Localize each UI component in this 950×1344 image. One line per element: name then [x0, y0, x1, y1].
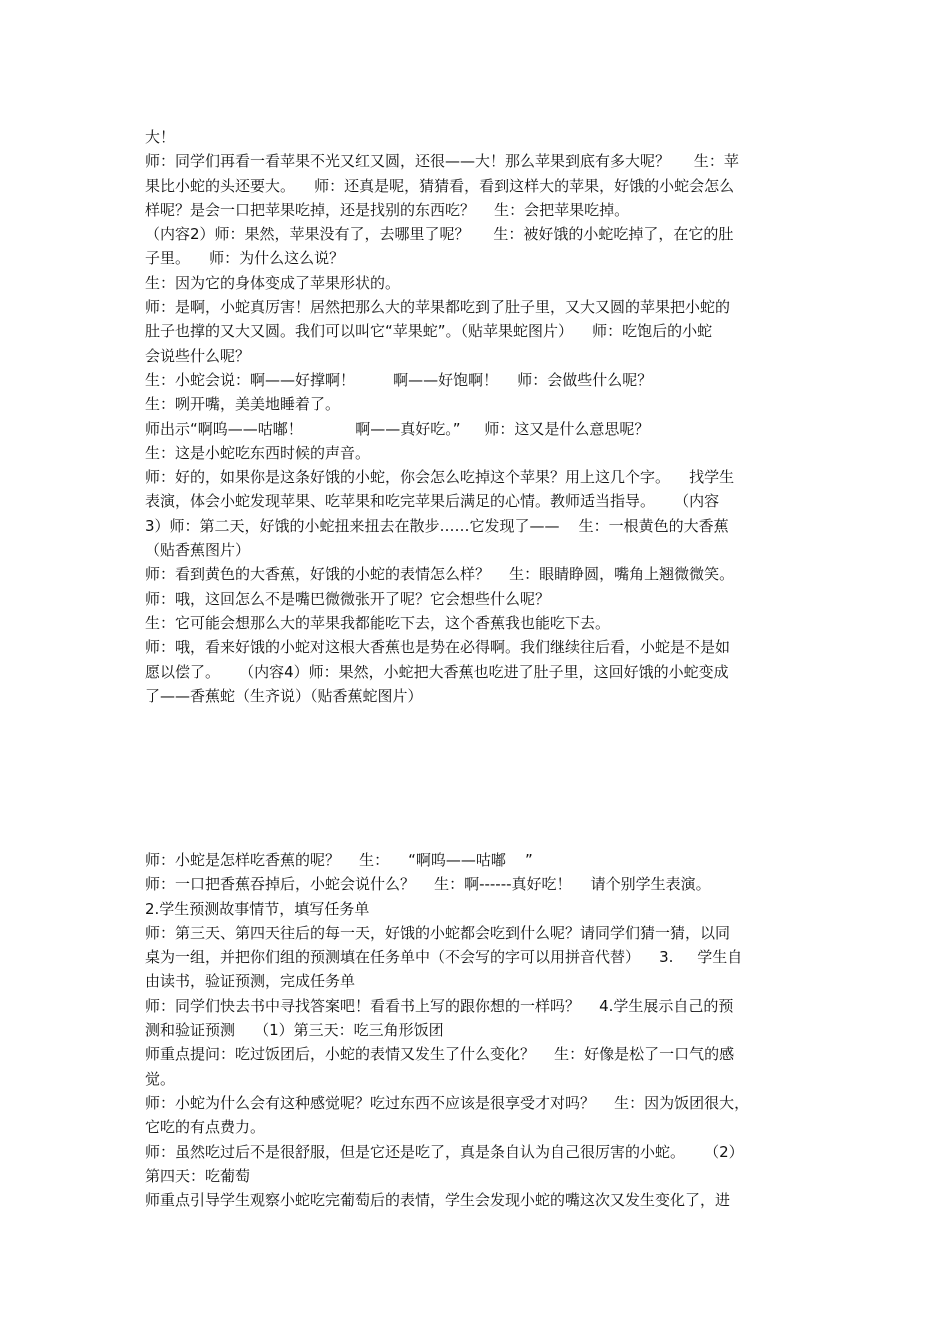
- text-line: 生：咧开嘴，美美地睡着了。: [145, 395, 341, 414]
- text-line: 生：小蛇会说：啊——好撑啊！ 啊——好饱啊！ 师：会做些什么呢？: [145, 370, 653, 389]
- text-line: 生：因为它的身体变成了苹果形状的。: [145, 273, 401, 292]
- text-block-upper: [145, 125, 810, 708]
- text-line: 师：是啊，小蛇真厉害！居然把那么大的苹果都吃到了肚子里，又大又圆的苹果把小蛇的: [145, 298, 731, 317]
- text-line: 3）师：第二天，好饿的小蛇扭来扭去在散步……它发现了—— 生：一根黄色的大香蕉: [145, 516, 729, 535]
- text-line: 生：它可能会想那么大的苹果我都能吃下去，这个香蕉我也能吃下去。: [145, 613, 611, 632]
- text-line: 师：哦，看来好饿的小蛇对这根大香蕉也是势在必得啊。我们继续往后看，小蛇是不是如: [145, 638, 731, 657]
- text-line: 师：虽然吃过后不是很舒服，但是它还是吃了，真是条自认为自己很厉害的小蛇。 （2）: [145, 1142, 744, 1161]
- text-line: 表演，体会小蛇发现苹果、吃苹果和吃完苹果后满足的心情。教师适当指导。 （内容: [145, 492, 720, 511]
- text-line: 由读书，验证预测，完成任务单: [145, 972, 356, 991]
- text-line: 了——香蕉蛇（生齐说）（贴香蕉蛇图片）: [145, 686, 423, 705]
- text-line: 师：看到黄色的大香蕉，好饿的小蛇的表情怎么样？ 生：眼睛睁圆，嘴角上翘微微笑。: [145, 565, 735, 584]
- text-line: 师：第三天、第四天往后的每一天，好饿的小蛇都会吃到什么呢？请同学们猜一猜，以同: [145, 923, 731, 942]
- text-block-lower: [145, 848, 810, 1212]
- text-line: 师：哦，这回怎么不是嘴巴微微张开了呢？它会想些什么呢？: [145, 589, 551, 608]
- text-line: 师：同学们快去书中寻找答案吧！看看书上写的跟你想的一样吗？ 4.学生展示自己的预: [145, 996, 734, 1015]
- text-line: 师：一口把香蕉吞掉后，小蛇会说什么？ 生：啊------真好吃！ 请个别学生表演。: [145, 875, 711, 894]
- text-line: 第四天：吃葡萄: [145, 1166, 251, 1185]
- text-line: 大！: [145, 128, 176, 146]
- text-line: 师重点引导学生观察小蛇吃完葡萄后的表情，学生会发现小蛇的嘴这次又发生变化了，进: [145, 1191, 731, 1210]
- text-line: 它吃的有点费力。: [145, 1118, 266, 1137]
- text-line: 桌为一组，并把你们组的预测填在任务单中（不会写的字可以用拼音代替） 3. 学生自: [145, 948, 743, 967]
- text-line: 子里。 师：为什么这么说？: [145, 249, 345, 268]
- text-line: 果比小蛇的头还要大。 师：还真是呢，猜猜看，看到这样大的苹果，好饿的小蛇会怎么: [145, 176, 735, 195]
- text-line: 肚子也撑的又大又圆。我们可以叫它“苹果蛇”。（贴苹果蛇图片） 师：吃饱后的小蛇: [145, 322, 713, 341]
- text-line: 生：这是小蛇吃东西时候的声音。: [145, 443, 371, 462]
- text-line: 愿以偿了。 （内容4）师：果然，小蛇把大香蕉也吃进了肚子里，这回好饿的小蛇变成: [145, 662, 729, 681]
- text-line: 师重点提问：吃过饭团后，小蛇的表情又发生了什么变化？ 生：好像是松了一口气的感: [145, 1045, 735, 1064]
- text-line: 师：小蛇为什么会有这种感觉呢？吃过东西不应该是很享受才对吗？ 生：因为饭团很大，: [145, 1093, 750, 1112]
- text-line: 觉。: [145, 1069, 176, 1088]
- text-line: （贴香蕉图片）: [145, 541, 251, 560]
- text-line: 师：好的，如果你是这条好饿的小蛇，你会怎么吃掉这个苹果？用上这几个字。 找学生: [145, 468, 735, 487]
- text-line: 师出示“啊呜——咕嘟！ 啊——真好吃。” 师：这又是什么意思呢？: [145, 419, 650, 438]
- text-line: （内容2）师：果然，苹果没有了，去哪里了呢？ 生：被好饿的小蛇吃掉了，在它的肚: [145, 225, 734, 244]
- text-line: 师：小蛇是怎样吃香蕉的呢？ 生： “啊呜——咕嘟 ”: [145, 851, 533, 869]
- text-line: 测和验证预测 （1）第三天：吃三角形饭团: [145, 1021, 444, 1040]
- text-line: 师：同学们再看一看苹果不光又红又圆，还很——大！那么苹果到底有多大呢？ 生：苹: [145, 152, 739, 171]
- text-line: 会说些什么呢？: [145, 346, 251, 365]
- text-line: 2.学生预测故事情节，填写任务单: [145, 899, 370, 918]
- text-line: 样呢？是会一口把苹果吃掉，还是找别的东西吃？ 生：会把苹果吃掉。: [145, 200, 630, 219]
